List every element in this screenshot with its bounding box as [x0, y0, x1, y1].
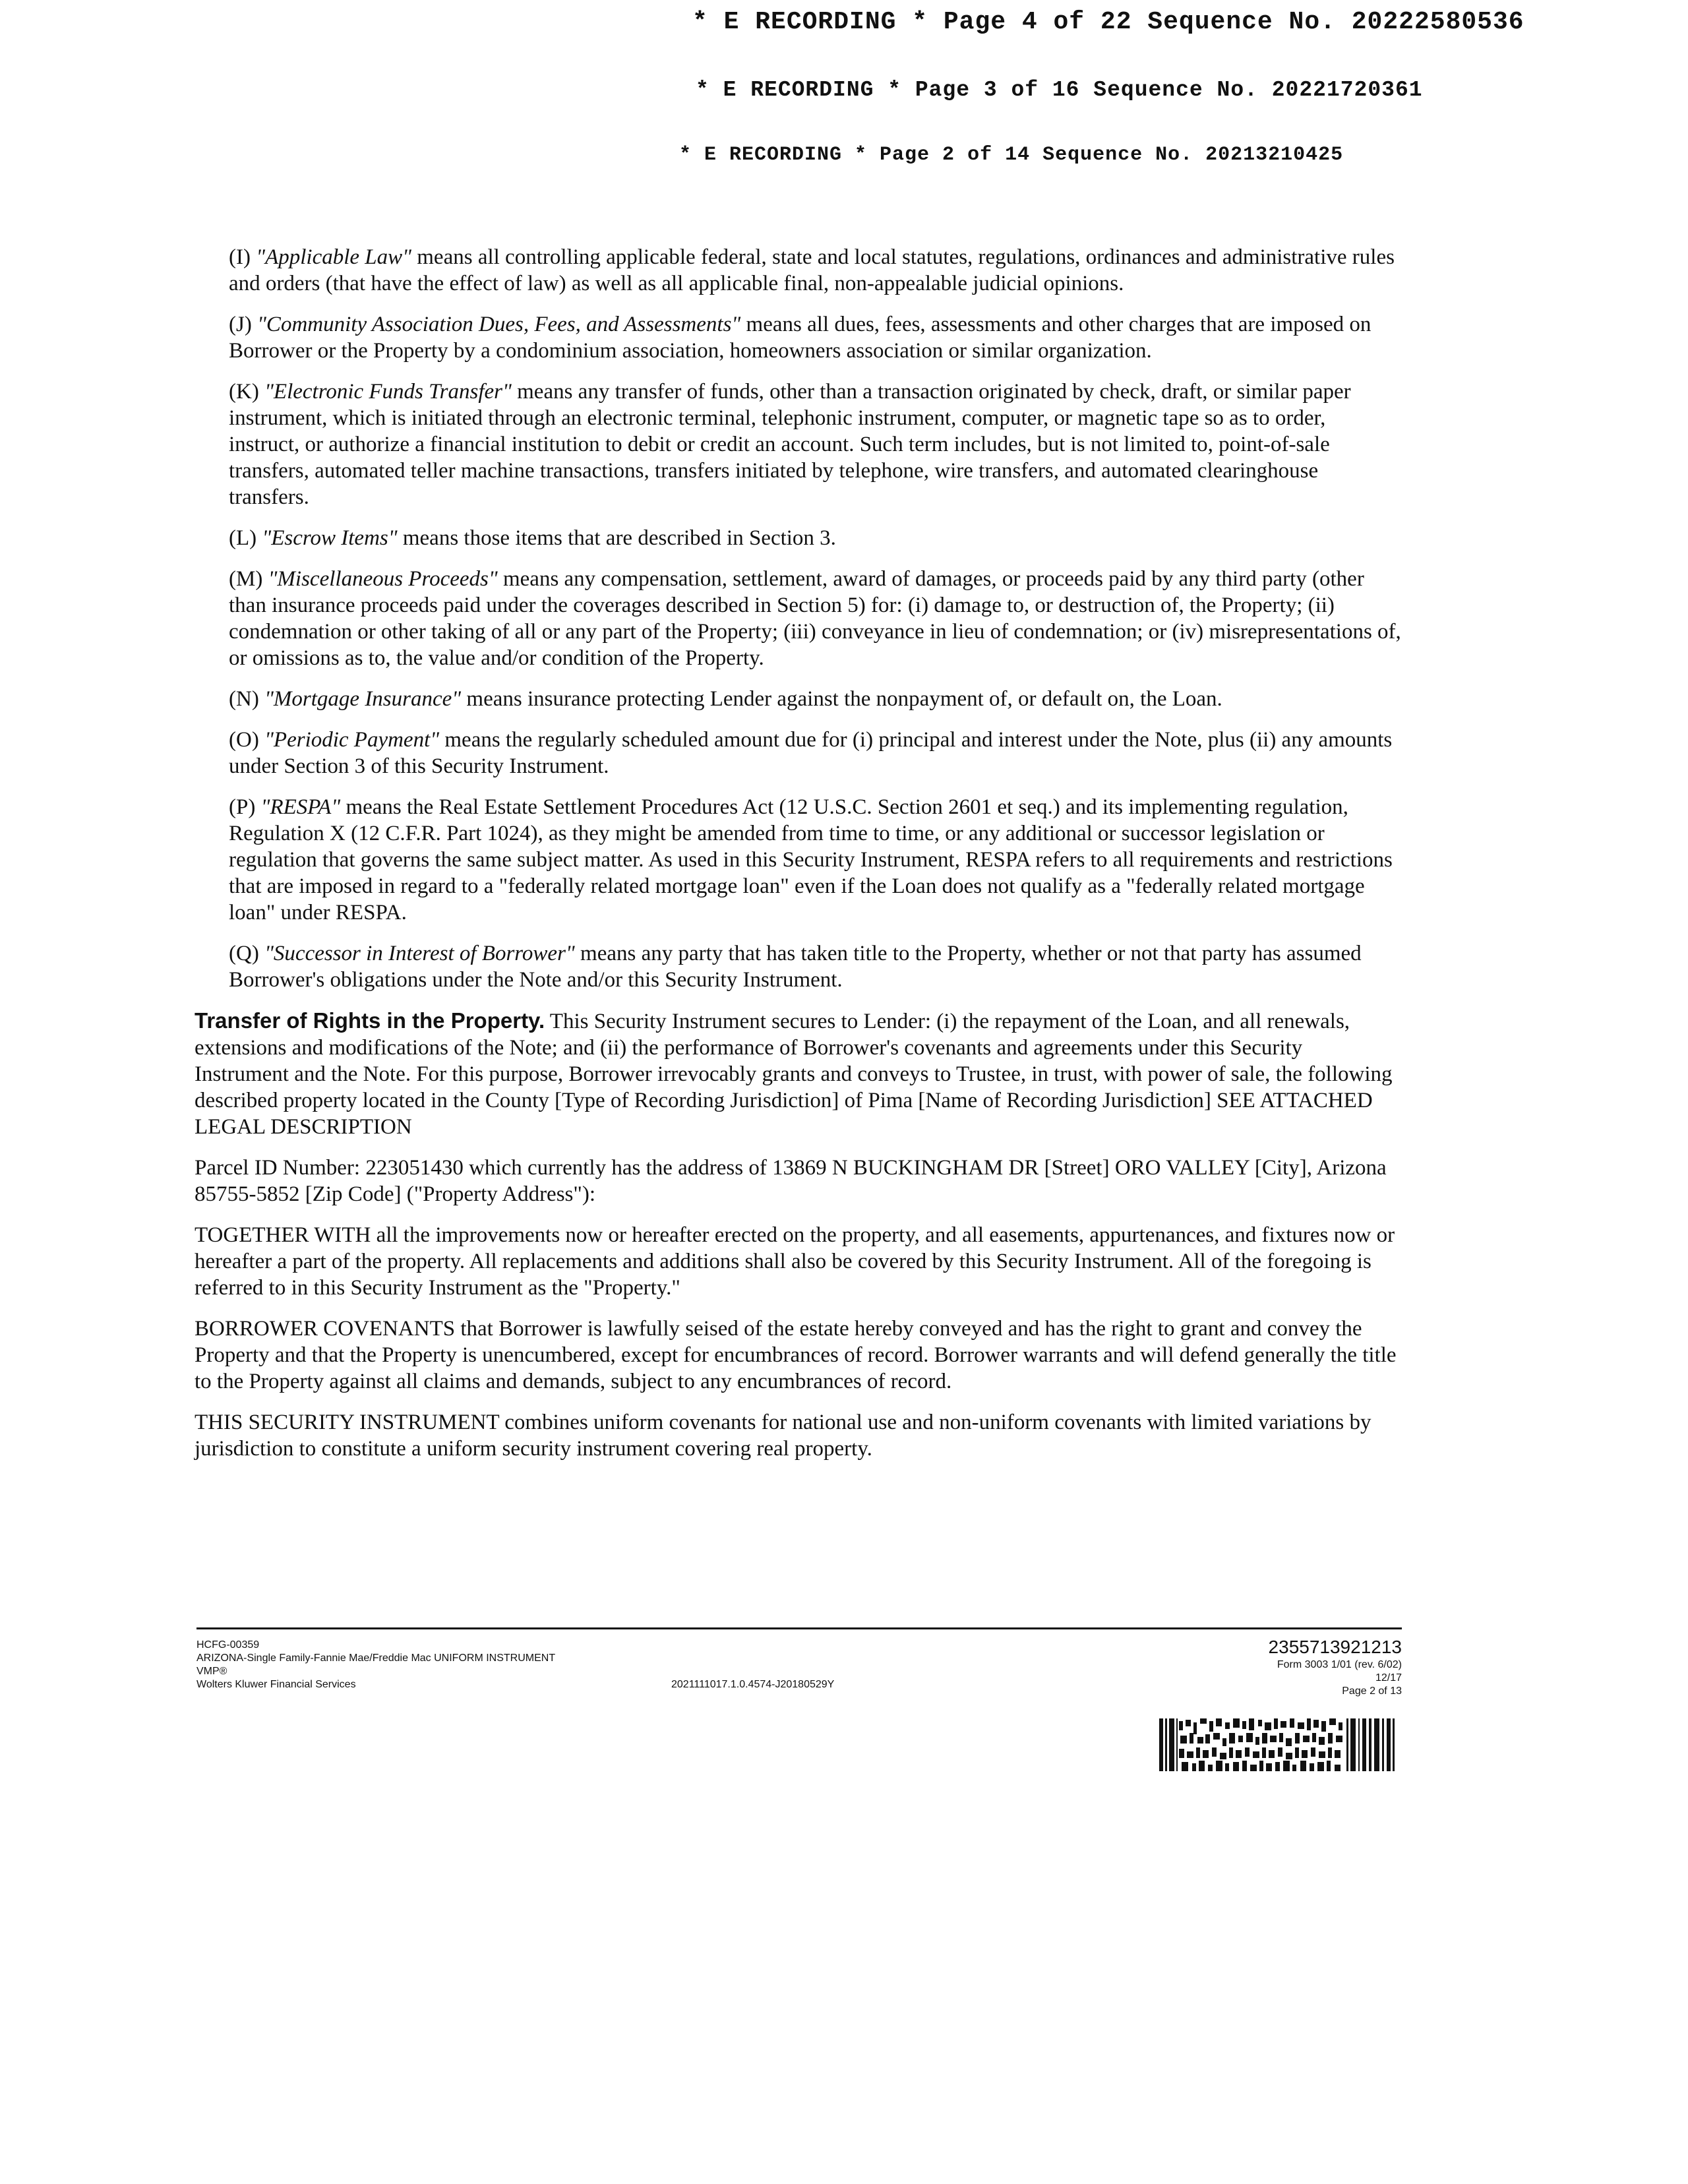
- transfer-of-rights-paragraph: [195, 1008, 1401, 1140]
- definition-term: "Mortgage Insurance": [264, 687, 462, 711]
- definition-letter: (P): [229, 795, 256, 819]
- definition-term: "Periodic Payment": [264, 728, 440, 752]
- definition-text: means any compensation, settlement, award of damages, or proceeds paid by any third party (other than insurance proceeds paid under the coverages described in Section 5) for: (i) damage to, or destruction of, the Property; (ii) condemnation or other taking of all or any part of the Property; (iii) conveyance in lieu of condemnation; or (iv) misrepresentations of, or omissions as to, the value and/or condition of the Property.: [229, 567, 1401, 670]
- definition-letter: (K): [229, 380, 259, 404]
- footer-code: HCFG-00359: [196, 1639, 260, 1651]
- recording-stamp-2: * E RECORDING * Page 3 of 16 Sequence No. 20221720361: [696, 78, 1423, 102]
- definition-text: means the Real Estate Settlement Procedures Act (12 U.S.C. Section 2601 et seq.) and its implementing regulation, Regulation X (12 C.F.R. Part 1024), as they might be amended from time to time, or any additional or successor legislation or regulation that governs the same subject matter. As used in this Security Instrument, RESPA refers to all requirements and restrictions that are imposed in regard to a "federally related mortgage loan" even if the Loan does not qualify as a "federally related mortgage loan" under RESPA.: [229, 795, 1393, 925]
- definition-letter: (I): [229, 245, 251, 269]
- barcode-image: [1159, 1718, 1397, 1771]
- definition-letter: (J): [229, 313, 252, 336]
- together-with-paragraph: TOGETHER WITH all the improvements now or hereafter erected on the property, and all easements, appurtenances, and fixtures now or hereafter a part of the property. All replacements and additions shall also be covered by this Security Instrument. All of the foregoing is referred to in this Security Instrument as the "Property.": [195, 1223, 1395, 1300]
- definition-term: "Miscellaneous Proceeds": [268, 567, 498, 591]
- definition-respa: [229, 794, 1401, 926]
- definition-text: means all controlling applicable federal, state and local statutes, regulations, ordinances and administrative rules and orders (that have the effect of law) as well as all applicable final, non-appealable judicial opinions.: [229, 245, 1395, 295]
- parcel-paragraph: Parcel ID Number: 223051430 which currently has the address of 13869 N BUCKINGHAM DR [Street] ORO VALLEY [City], Arizona 85755-5852 [Zip Code] ("Property Address"):: [195, 1156, 1387, 1206]
- definition-letter: (M): [229, 567, 263, 591]
- loan-number: 2355713921213: [1268, 1637, 1402, 1657]
- recording-stamp-1: * E RECORDING * Page 4 of 22 Sequence No. 20222580536: [692, 8, 1524, 36]
- definition-miscellaneous-proceeds: [229, 566, 1401, 671]
- definition-term: "Successor in Interest of Borrower": [264, 942, 575, 965]
- page-number: Page 2 of 13: [1342, 1685, 1402, 1697]
- footer-right: [1269, 1636, 1402, 1698]
- security-instrument-paragraph: THIS SECURITY INSTRUMENT combines uniform covenants for national use and non-uniform covenants with limited variations by jurisdiction to constitute a uniform security instrument covering real property.: [195, 1410, 1372, 1461]
- definition-applicable-law: [229, 244, 1401, 297]
- definition-text: means insurance protecting Lender against the nonpayment of, or default on, the Loan.: [461, 687, 1222, 711]
- definition-letter: (N): [229, 687, 259, 711]
- definition-letter: (Q): [229, 942, 259, 965]
- definition-term: "Electronic Funds Transfer": [264, 380, 512, 404]
- definition-term: "Escrow Items": [262, 526, 398, 550]
- footer-doc-id: 2021111017.1.0.4574-J20180529Y: [671, 1679, 835, 1690]
- document-body: [195, 244, 1401, 1476]
- definition-term: "RESPA": [260, 795, 341, 819]
- footer-vmp: VMP®: [196, 1666, 227, 1677]
- transfer-of-rights-heading: Transfer of Rights in the Property.: [195, 1008, 545, 1033]
- definition-community-association-dues: [229, 311, 1401, 364]
- definition-text: means those items that are described in Section 3.: [397, 526, 836, 550]
- definition-letter: (O): [229, 728, 259, 752]
- definition-term: "Community Association Dues, Fees, and Assessments": [257, 313, 741, 336]
- definition-electronic-funds-transfer: [229, 379, 1401, 510]
- definition-text: means any transfer of funds, other than a transaction originated by check, draft, or similar paper instrument, which is initiated through an electronic terminal, telephonic instrument, computer, or magnetic tape so as to order, instruct, or authorize a financial institution to debit or credit an account. Such term includes, but is not limited to, point-of-sale transfers, automated teller machine transactions, transfers initiated by telephone, wire transfers, and automated clearinghouse transfers.: [229, 380, 1351, 509]
- definition-escrow-items: [229, 525, 1401, 551]
- definition-text: means all dues, fees, assessments and other charges that are imposed on Borrower or the Property by a condominium association, homeowners association or similar organization.: [229, 313, 1372, 363]
- definition-mortgage-insurance: [229, 686, 1401, 712]
- definition-successor-in-interest: [229, 940, 1401, 993]
- form-number: Form 3003 1/01 (rev. 6/02): [1277, 1659, 1402, 1670]
- definition-text: means any party that has taken title to the Property, whether or not that party has assumed Borrower's obligations under the Note and/or this Security Instrument.: [229, 942, 1362, 992]
- definition-term: "Applicable Law": [256, 245, 412, 269]
- definition-text: means the regularly scheduled amount due for (i) principal and interest under the Note, plus (ii) any amounts under Section 3 of this Security Instrument.: [229, 728, 1393, 778]
- footer-publisher: Wolters Kluwer Financial Services: [196, 1679, 356, 1690]
- definition-letter: (L): [229, 526, 257, 550]
- definition-periodic-payment: [229, 727, 1401, 779]
- transfer-of-rights-text: This Security Instrument secures to Lender: (i) the repayment of the Loan, and all renewals, extensions and modifications of the Note; and (ii) the performance of Borrower's covenants and agreements under this Security Instrument and the Note. For this purpose, Borrower irrevocably grants and conveys to Trustee, in trust, with power of sale, the following described property located in the County [Type of Recording Jurisdiction] of Pima [Name of Recording Jurisdiction] SEE ATTACHED LEGAL DESCRIPTION: [195, 1010, 1393, 1139]
- recording-stamp-3: * E RECORDING * Page 2 of 14 Sequence No. 20213210425: [679, 144, 1344, 166]
- page-footer: [196, 1627, 1402, 1697]
- form-revision: 12/17: [1375, 1672, 1402, 1684]
- borrower-covenants-paragraph: BORROWER COVENANTS that Borrower is lawfully seised of the estate hereby conveyed and has the right to grant and convey the Property and that the Property is unencumbered, except for encumbrances of record. Borrower warrants and will defend generally the title to the Property against all claims and demands, subject to any encumbrances of record.: [195, 1317, 1397, 1393]
- footer-form-title: ARIZONA-Single Family-Fannie Mae/Freddie Mac UNIFORM INSTRUMENT: [196, 1653, 556, 1664]
